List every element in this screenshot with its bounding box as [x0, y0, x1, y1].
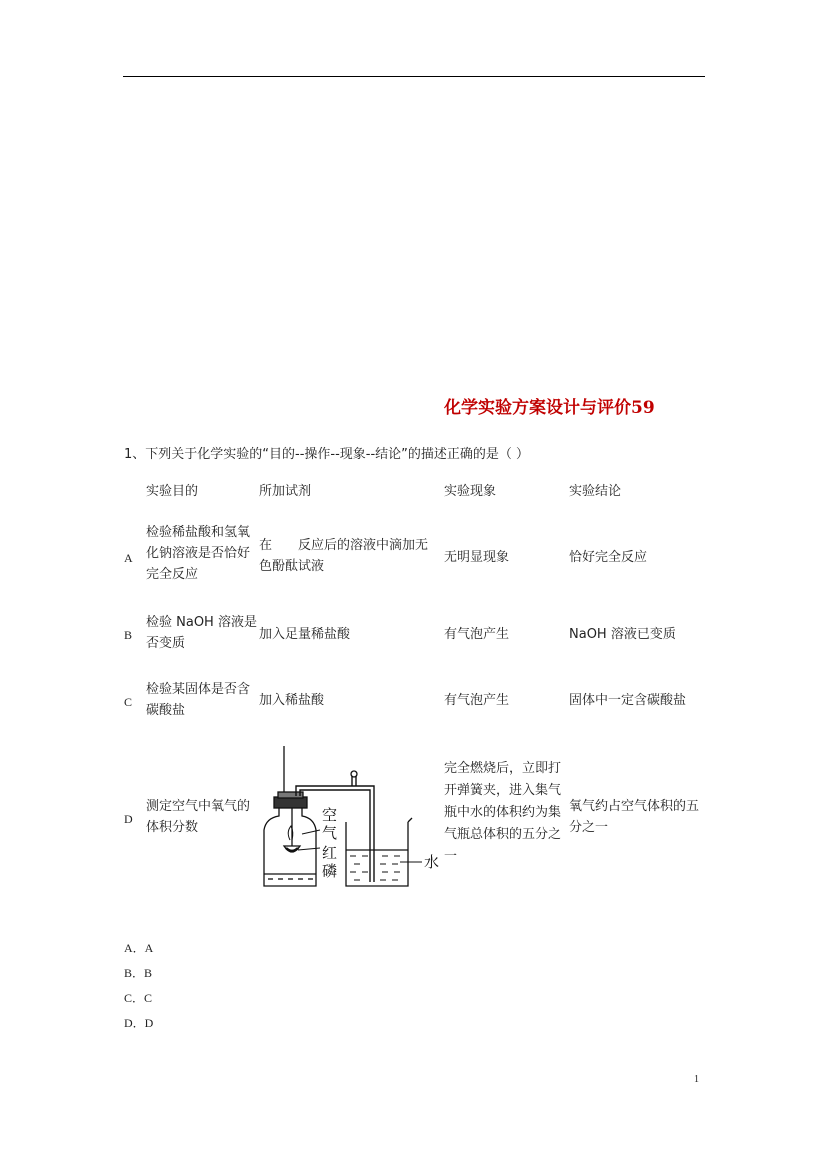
- header-rule: [123, 76, 705, 77]
- option-b[interactable]: B．B: [124, 966, 153, 980]
- apparatus-diagram: [258, 746, 448, 891]
- row-d-conclusion: 氧气约占空气体积的五分之一: [569, 799, 700, 835]
- row-c-reagent: 加入稀盐酸: [259, 693, 325, 708]
- label-phosphorus-2: 磷: [322, 862, 338, 880]
- row-label-a: A: [124, 551, 133, 565]
- row-c-phenomenon: 有气泡产生: [444, 693, 510, 708]
- row-a-conclusion: 恰好完全反应: [569, 550, 648, 565]
- row-a-purpose: 检验稀盐酸和氢氧化钠溶液是否恰好完全反应: [146, 525, 251, 582]
- row-a-reagent: 在 反应后的溶液中滴加无色酚酞试液: [259, 538, 429, 574]
- row-label-d: D: [124, 812, 133, 826]
- document-title: 化学实验方案设计与评价59: [444, 398, 655, 418]
- label-water: 水: [424, 853, 440, 871]
- row-c-purpose: 检验某固体是否含碳酸盐: [146, 682, 251, 718]
- header-conclusion: 实验结论: [569, 484, 622, 499]
- option-d[interactable]: D．D: [124, 1016, 154, 1030]
- row-b-conclusion: NaOH 溶液已变质: [569, 627, 676, 642]
- label-air-2: 气: [322, 824, 338, 842]
- row-label-c: C: [124, 695, 133, 709]
- label-phosphorus-1: 红: [322, 844, 338, 862]
- row-b-reagent: 加入足量稀盐酸: [259, 627, 351, 642]
- option-c[interactable]: C．C: [124, 991, 153, 1005]
- row-label-b: B: [124, 628, 133, 642]
- label-air-1: 空: [322, 806, 338, 824]
- row-d-purpose: 测定空气中氧气的体积分数: [146, 799, 251, 835]
- beaker: [346, 818, 412, 886]
- header-reagent: 所加试剂: [259, 484, 312, 499]
- row-c-conclusion: 固体中一定含碳酸盐: [569, 693, 687, 708]
- row-a-phenomenon: 无明显现象: [444, 550, 510, 565]
- option-a[interactable]: A．A: [124, 941, 154, 955]
- question-text: 1、下列关于化学实验的“目的--操作--现象--结论”的描述正确的是（ ）: [124, 447, 530, 462]
- row-d-phenomenon: 完全燃烧后，立即打开弹簧夹，进入集气瓶中水的体积约为集气瓶总体积的五分之一: [444, 761, 562, 864]
- stopper: [274, 797, 307, 808]
- header-phenomenon: 实验现象: [444, 484, 497, 499]
- row-b-purpose: 检验 NaOH 溶液是否变质: [146, 615, 257, 651]
- page-number: 1: [694, 1074, 699, 1085]
- header-purpose: 实验目的: [146, 484, 199, 499]
- row-b-phenomenon: 有气泡产生: [444, 627, 510, 642]
